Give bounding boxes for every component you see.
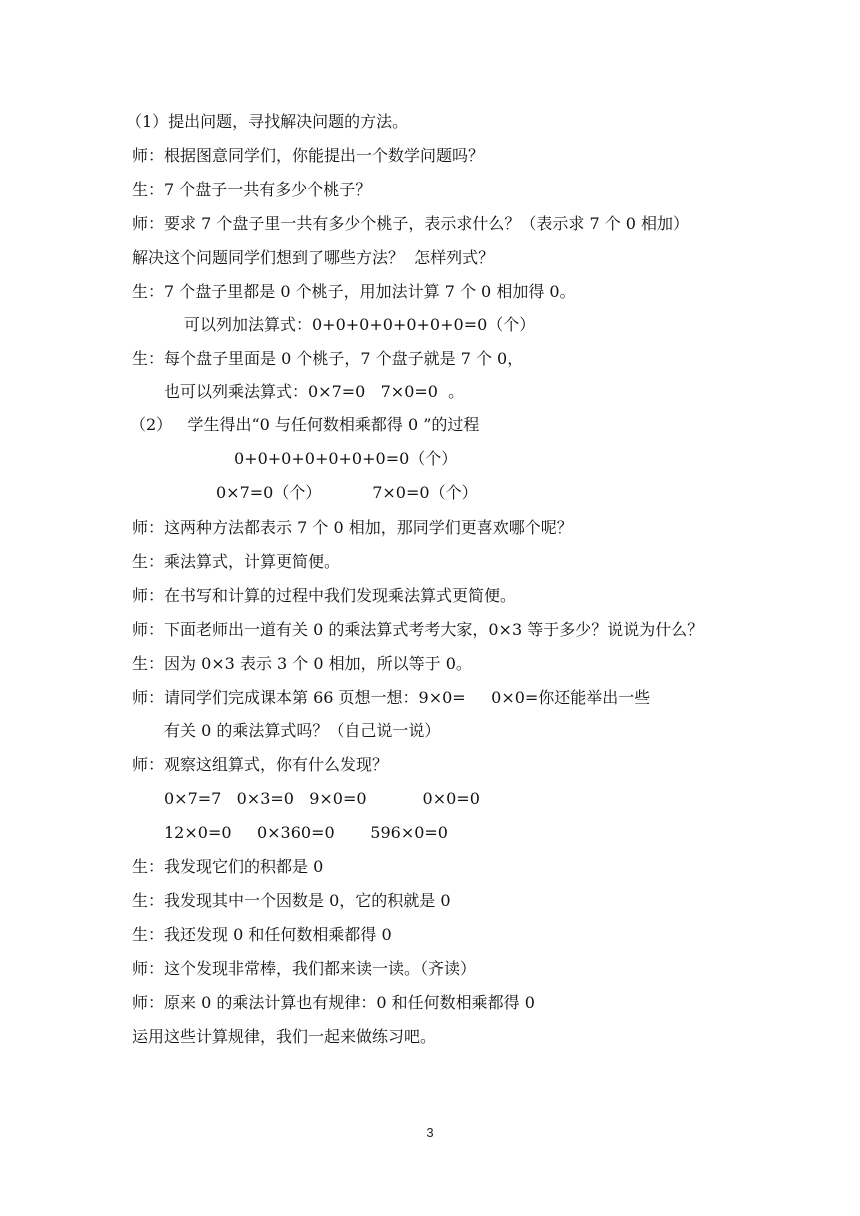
- text-line: 生：7 个盘子里都是 0 个桃子，用加法计算 7 个 0 相加得 0。: [132, 282, 576, 301]
- text-line: 生：7 个盘子一共有多少个桃子？: [132, 180, 372, 199]
- equation-line: 0+0+0+0+0+0+0=0（个）: [234, 449, 458, 468]
- text-line: 师：根据图意同学们，你能提出一个数学问题吗？: [132, 146, 485, 165]
- text-line: 师：要求 7 个盘子里一共有多少个桃子，表示求什么？（表示求 7 个 0 相加）: [132, 214, 690, 233]
- text-line: 师：请同学们完成课本第 66 页想一想：9×0= 0×0=你还能举出一些: [132, 688, 651, 707]
- text-line: 运用这些计算规律，我们一起来做练习吧。: [132, 1027, 437, 1046]
- text-line-indented: 可以列加法算式：0+0+0+0+0+0+0=0（个）: [184, 315, 536, 334]
- section-heading-1: （1）提出问题，寻找解决问题的方法。: [126, 112, 409, 131]
- text-line: 生：每个盘子里面是 0 个桃子，7 个盘子就是 7 个 0，: [132, 349, 524, 368]
- text-line: 生：我还发现 0 和任何数相乘都得 0: [132, 925, 392, 944]
- text-line: 师：这两种方法都表示 7 个 0 相加，那同学们更喜欢哪个呢？: [132, 518, 573, 537]
- equation-line: 0×7=0（个） 7×0=0（个）: [216, 483, 478, 502]
- equation-line: 12×0=0 0×360=0 596×0=0: [164, 823, 448, 842]
- equation-line: 0×7=7 0×3=0 9×0=0 0×0=0: [164, 789, 480, 808]
- text-line: 师：观察这组算式，你有什么发现？: [132, 755, 389, 774]
- page-number: 3: [426, 1125, 434, 1140]
- section-heading-2: （2） 学生得出“0 与任何数相乘都得 0 ”的过程: [130, 415, 480, 434]
- text-line: 生：我发现其中一个因数是 0，它的积就是 0: [132, 891, 451, 910]
- text-line: 解决这个问题同学们想到了哪些方法？ 怎样列式？: [132, 248, 495, 267]
- text-line: 生：乘法算式，计算更简便。: [132, 552, 341, 571]
- text-line: 师：原来 0 的乘法计算也有规律：0 和任何数相乘都得 0: [132, 993, 535, 1012]
- text-line: 生：我发现它们的积都是 0: [132, 857, 324, 876]
- text-line-indented: 也可以列乘法算式：0×7=0 7×0=0 。: [164, 382, 465, 401]
- text-line: 师：这个发现非常棒，我们都来读一读。（齐读）: [132, 959, 477, 978]
- text-line: 生：因为 0×3 表示 3 个 0 相加，所以等于 0。: [132, 654, 472, 673]
- text-line-indented: 有关 0 的乘法算式吗？（自己说一说）: [164, 721, 441, 740]
- text-line: 师：下面老师出一道有关 0 的乘法算式考考大家，0×3 等于多少？说说为什么？: [132, 620, 704, 639]
- text-line: 师：在书写和计算的过程中我们发现乘法算式更简便。: [132, 586, 517, 605]
